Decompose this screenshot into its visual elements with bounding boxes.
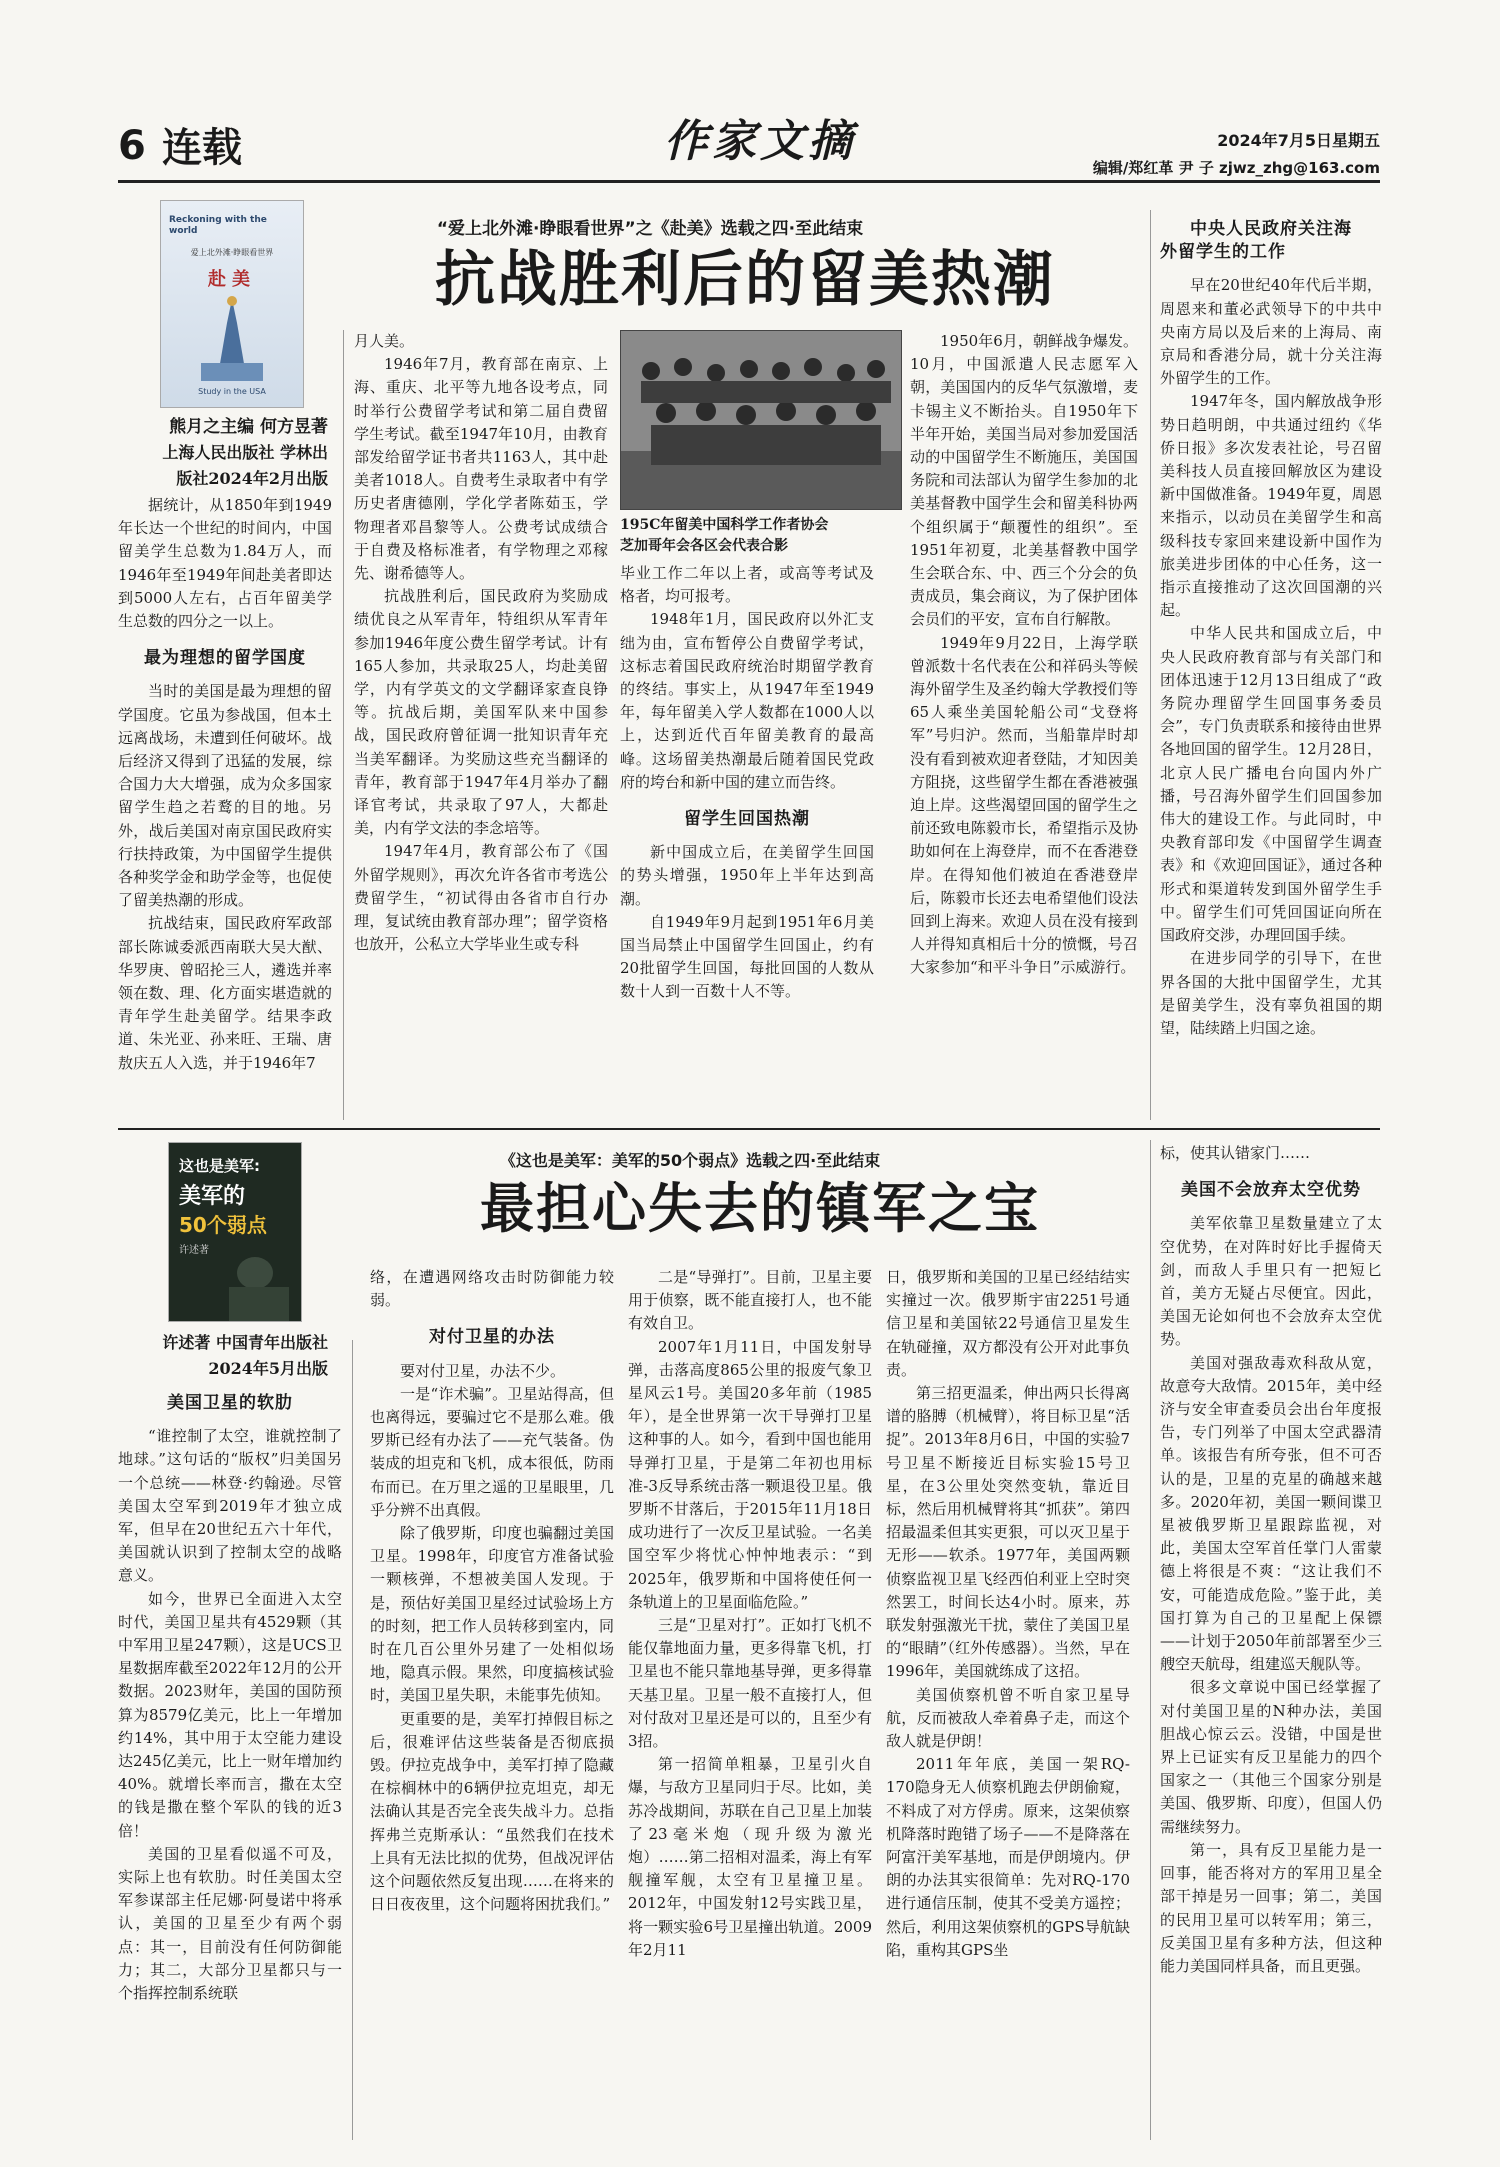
masthead-rule (118, 180, 1380, 183)
bottom-column-4 (886, 1266, 1130, 2138)
paragraph: 月人美。 (354, 332, 415, 350)
paragraph: 第三招更温柔，伸出两只长得离谱的胳膊（机械臂），将目标卫星“活捉”。2013年8月6日，中国的实验7号卫星不断接近目标实验15号卫星，在3公里处突然变轨，靠近目标，然后用机械臂将其“抓获”。第四招最温柔但其实更狠，可以灭卫星于无形——软杀。1977年，美国两颗侦察监视卫星飞经西伯利亚上空时突然罢工，时间长达4小时。原来，苏联发射强激光干扰，蒙住了美国卫星的“眼睛”（红外传感器）。当然，早在1996年，美国就练成了这招。 (886, 1384, 1130, 1681)
column-divider (352, 1340, 353, 2140)
column-divider (343, 330, 344, 1120)
paragraph: 自1949年9月起到1951年6月美国当局禁止中国留学生回国止，约有20批留学生回国，每批回国的人数从数十人到一百数十人不等。 (620, 912, 874, 1001)
subheading: 美国卫星的软肋 (167, 1393, 293, 1413)
paragraph: “谁控制了太空，谁就控制了地球。”这句话的“版权”归美国另一个总统——林登·约翰逊。尽管美国太空军到2019年才独立成军，但早在20世纪五六十年代，美国就认识到了控制太空的战略意义。 (118, 1427, 342, 1585)
paragraph: 抗战结束，国民政府军政部部长陈诚委派西南联大吴大猷、华罗庚、曾昭抡三人，遴选并率领在数、理、化方面实堪造就的青年学生赴美留学。结果李政道、朱光亚、孙来旺、王瑞、唐敖庆五人入选，并于1946年7 (118, 914, 332, 1072)
book-publisher-date: 版社2024年2月出版 (176, 469, 328, 488)
bottom-kicker: 《这也是美军：美军的50个弱点》选载之四·至此结束 (499, 1151, 881, 1170)
paragraph: 除了俄罗斯，印度也骗翻过美国卫星。1998年，印度官方准备试验一颗核弹，不想被美国人发现。于是，预估好美国卫星经过试验场上方的时刻，把工作人员转移到室内，同时在几百公里外另建了一处相似场地，隐真示假。果然，印度搞核试验时，美国卫星失职，未能事先侦知。 (370, 1524, 614, 1705)
paragraph: 1947年4月，教育部公布了《国外留学规则》，再次允许各省市考选公费留学生，“初试得由各省市自行办理，复试统由教育部办理”；留学资格也放开，公私立大学毕业生或专科 (354, 842, 608, 954)
cover-title-en: Reckoning with the world (169, 215, 267, 236)
paragraph: 日，俄罗斯和美国的卫星已经结结实实撞过一次。俄罗斯宇宙2251号通信卫星和美国铱22号通信卫星发生在轨碰撞，双方都没有公开对此事负责。 (886, 1268, 1130, 1379)
top-column-1 (118, 494, 332, 1119)
issue-date: 2024年7月5日星期五 (1217, 131, 1380, 150)
subheading-line-2: 外留学生的工作 (1160, 242, 1286, 263)
bottom-column-1 (118, 1392, 342, 2137)
paragraph: 美国的卫星看似遥不可及，实际上也有软肋。时任美国太空军参谋部主任尼娜·阿曼诺中将承认，美国的卫星至少有两个弱点：其一，目前没有任何防御能力；其二，大部分卫星都只与一个指挥控制系统联 (118, 1844, 342, 2003)
paragraph: 要对付卫星，办法不少。 (400, 1361, 566, 1380)
article-separator (118, 1128, 1380, 1130)
book-publisher: 上海人民出版社 学林出 (162, 443, 328, 462)
paragraph: 美国对强敌毒欢科敌从宽，故意夸大敌情。2015年，美中经济与安全审查委员会出台年度报告，专门列举了中国太空武器清单。该报告有所夸张，但不可否认的是，卫星的克星的确越来越多。2020年初，美国一颗间谍卫星被俄罗斯卫星跟踪监视，对此，美国太空军首任掌门人雷蒙德上将很是不爽：“这让我们不安，可能造成危险。”鉴于此，美国打算为自己的卫星配上保镖——计划于2050年前部署至少三艘空天航母，组建巡天舰队等。 (1160, 1353, 1382, 1674)
paragraph: 2011年年底，美国一架RQ-170隐身无人侦察机跑去伊朗偷窥，不料成了对方俘虏。原来，这架侦察机降落时跑错了场子——不是降落在阿富汗美军基地，而是伊朗境内。伊朗的办法其实很简单：先对RQ-170进行通信压制，使其不受美方遥控；然后，利用这架侦察机的GPS导航缺陷，重构其GPS坐 (886, 1755, 1130, 1959)
page-number: 6 (118, 123, 146, 169)
top-column-5 (1160, 212, 1382, 1120)
book-authors: 熊月之主编 何方昱著 (169, 417, 328, 437)
subheading: 留学生回国热潮 (684, 809, 810, 830)
subheading: 最为理想的留学国度 (144, 648, 306, 669)
bottom-column-3 (628, 1266, 872, 2138)
subheading: 对付卫星的办法 (429, 1327, 555, 1348)
paragraph: 毕业工作二年以上者，或高等考试及格者，均可报考。 (620, 564, 874, 606)
masthead-logo: 作家文摘 (664, 116, 856, 167)
paragraph: 一是“诈术骗”。卫星站得高，但也离得远，要骗过它不是那么难。俄罗斯已经有办法了——充气装备。伪装成的坦克和飞机，成本很低，防雨布而已。在万里之遥的卫星眼里，几乎分辨不出真假。 (370, 1384, 614, 1519)
cover-line-1: 这也是美军: (179, 1157, 260, 1175)
paragraph: 当时的美国是最为理想的留学国度。它虽为参战国，但本土远离战场，未遭到任何破坏。战后经济又得到了迅猛的发展，综合国力大大增强，成为众多国家留学生趋之若鹜的目的地。另外，战后美国对南京国民政府实行扶持政策，为中国留学生提供各种奖学金和助学金等，也促使了留美热潮的形成。 (118, 682, 332, 910)
column-divider (1150, 1140, 1151, 2140)
paragraph: 三是“卫星对打”。正如打飞机不能仅靠地面力量，更多得靠飞机，打卫星也不能只靠地基导弹，更多得靠天基卫星。卫星一般不直接打人，但对付敌对卫星还是可以的，且至少有3招。 (628, 1616, 872, 1751)
group-photo (620, 330, 902, 510)
paragraph: 二是“导弹打”。目前，卫星主要用于侦察，既不能直接打人，也不能有效自卫。 (628, 1268, 872, 1333)
photo-caption (620, 515, 910, 557)
paragraph: 在进步同学的引导下，在世界各国的大批中国留学生，尤其是留美学生，没有辜负祖国的期望，陆续踏上归国之途。 (1160, 949, 1382, 1037)
cover-line-2: 美军的 (179, 1184, 246, 1209)
paragraph: 早在20世纪40年代后半期，周恩来和董必武领导下的中共中央南方局以及后来的上海局、南京局和香港分局，就十分关注海外留学生的工作。 (1160, 276, 1382, 388)
paragraph: 1946年7月，教育部在南京、上海、重庆、北平等九地各设考点，同时举行公费留学考试和第二届自费留学生考试。截至1947年10月，由教育部发给留学证书者共1163人，其中赴美者1018人。自费考生录取者中有学历史者唐德刚，学化学者陈茹玉，学物理者邓昌黎等人。公费考试成绩合于自费及格标准者，有学物理之邓稼先、谢希德等人。 (354, 355, 608, 583)
column-divider (1150, 210, 1151, 1120)
paragraph: 2007年1月11日，中国发射导弹，击落高度865公里的报废气象卫星风云1号。美国20多年前（1985年），是全世界第一次干导弹打卫星这种事的人。如今，看到中国也能用导弹打卫星，于是第二年初也用标准-3反导系统击落一颗退役卫星。俄罗斯不甘落后，于2015年11月18日成功进行了一次反卫星试验。一名美国空军少将忧心忡忡地表示：“到2025年，俄罗斯和中国将使任何一条轨道上的卫星面临危险。” (628, 1337, 872, 1611)
cover-author: 许述著 (179, 1245, 209, 1256)
paragraph: 1950年6月，朝鲜战争爆发。10月，中国派遣人民志愿军入朝，美国国内的反华气氛激增，麦卡锡主义不断抬头。自1950年下半年开始，美国当局对参加爱国活动的中国留学生不断施压，美国国务院和司法部认为留学生参加的北美基督教中国学生会和留美科协两个组织属于“颠覆性的组织”。至1951年初夏，北美基督教中国学生会联合东、中、西三个分会的负责成员，集会商议，为了保护团体会员们的平安，宣布自行解散。 (910, 332, 1138, 629)
bottom-column-2 (370, 1266, 614, 2138)
paragraph: 美军依靠卫星数量建立了太空优势，在对阵时好比手握倚天剑，而敌人手里只有一把短匕首，美方无疑占尽便宜。因此，美国无论如何也不会放弃太空优势。 (1160, 1214, 1382, 1349)
paragraph: 1947年冬，国内解放战争形势日趋明朗，中共通过纽约《华侨日报》多次发表社论，号召留美科技人员直接回解放区为建设新中国做准备。1949年夏，周恩来指示，以动员在美留学生和高级科技专家回来建设新中国作为旅美进步团体的中心任务，这一指示直接推动了这次回国潮的兴起。 (1160, 392, 1382, 620)
paragraph: 1949年9月22日，上海学联曾派数十名代表在公和祥码头等候海外留学生及圣约翰大学教授们等65人乘坐美国轮船公司“戈登将军”号归沪。然而，当船靠岸时却没有看到被欢迎者登陆，才知因美方阻挠，这些留学生都在香港被强迫上岸。这些渴望回国的留学生之前还致电陈毅市长，希望指示及协助如何在上海登岸，而不在香港登岸。在得知他们被迫在香港登岸后，陈毅市长还去电希望他们设法回到上海来。欢迎人员在没有接到人并得知真相后十分的愤慨，号召大家参加“和平斗争日”示威游行。 (910, 633, 1138, 977)
subheading: 美国不会放弃太空优势 (1181, 1180, 1361, 1201)
book-cover-fumei (160, 200, 304, 408)
paragraph: 据统计，从1850年到1949年长达一个世纪的时间内，中国留美学生总数为1.84万人，而1946年至1949年间赴美者即达到5000人左右，占百年留美学生总数的四分之一以上。 (118, 496, 332, 631)
top-column-4 (910, 330, 1138, 1120)
subheading-line-1: 中央人民政府关注海 (1190, 219, 1352, 239)
cover-line-3: 50个弱点 (179, 1213, 267, 1237)
group-photo-figures (621, 331, 901, 509)
paragraph: 1948年1月，国民政府以外汇支绌为由，宣布暂停公自费留学考试，这标志着国民政府统治时期留学教育的终结。事实上，从1947年至1949年，每年留美入学人数都在1000人以上，达到近代百年留美教育的最高峰。这场留美热潮最后随着国民党政府的垮台和新中国的建立而告终。 (620, 610, 874, 791)
top-column-3 (620, 562, 874, 1120)
top-headline: 抗战胜利后的留美热潮 (435, 245, 1055, 315)
paragraph: 美国侦察机曾不听自家卫星导航，反而被敌人牵着鼻子走，而这个敌人就是伊朗！ (886, 1685, 1130, 1751)
book-publish-date: 2024年5月出版 (208, 1359, 328, 1378)
photo-caption-line-2: 芝加哥年会各区会代表合影 (620, 538, 788, 554)
cover-title: 赴美 (208, 269, 256, 290)
bottom-column-5 (1160, 1142, 1382, 2138)
book-authors-publisher: 许述著 中国青年出版社 (162, 1333, 328, 1352)
paragraph: 第一，具有反卫星能力是一回事，能否将对方的军用卫星全部干掉是另一回事；第二，美国的民用卫星可以转军用；第三，反美国卫星有多种方法，但这种能力美国同样具备，而且更强。 (1160, 1840, 1382, 1975)
paragraph: 如今，世界已全面进入太空时代，美国卫星共有4529颗（其中军用卫星247颗），这是UCS卫星数据库截至2022年12月的公开数据。2023财年，美国的国防预算为8579亿美元，比上一年增加约14%，其中用于太空能力建设达245亿美元，比上一财年增加约40%。就增长率而言，撒在太空的钱是撒在整个军队的钱的近3倍！ (118, 1589, 342, 1840)
paragraph: 很多文章说中国已经掌握了对付美国卫星的N种办法，美国胆战心惊云云。没错，中国是世界上已证实有反卫星能力的四个国家之一（其他三个国家分别是美国、俄罗斯、印度），但国人仍需继续努力。 (1160, 1678, 1382, 1836)
paragraph: 中华人民共和国成立后，中央人民政府教育部与有关部门和团体迅速于12月13日组成了“政务院办理留学生回国事务委员会”，专门负责联系和接待由世界各地回国的留学生。12月28日，北京人民广播电台向国内外广播，号召海外留学生们回国参加伟大的建设工作。与此同时，中央教育部印发《中国留学生调查表》和《欢迎回国证》，通过各种形式和渠道转发到国外留学生手中。留学生们可凭回国证向所在国政府交涉，办理回国手续。 (1160, 624, 1382, 945)
paragraph: 新中国成立后，在美留学生回国的势头增强，1950年上半年达到高潮。 (620, 843, 874, 908)
top-column-2 (354, 330, 608, 1120)
photo-caption-line-1: 195C年留美中国科学工作者协会 (620, 517, 829, 533)
soldier-silhouette-illustration (169, 1243, 301, 1322)
bottom-headline: 最担心失去的镇军之宝 (480, 1176, 1040, 1240)
top-kicker: “爱上北外滩·睁眼看世界”之《赴美》选载之四·至此结束 (436, 219, 864, 239)
paragraph: 更重要的是，美军打掉假目标之后，很难评估这些装备是否彻底损毁。伊拉克战争中，美军打掉了隐藏在棕榈林中的6辆伊拉克坦克，却无法确认其是否完全丧失战斗力。总指挥弗兰克斯承认：“虽然我们在技术上具有无法比拟的优势，但战况评估这个问题依然反复出现……在将来的日日夜夜里，这个问题将困扰我们。” (370, 1709, 614, 1914)
statue-of-liberty-illustration (161, 293, 303, 383)
cover-subtitle: 爱上北外滩·睁眼看世界 (190, 248, 274, 257)
editors-line: 编辑/郑红革 尹 子 zjwz_zhg@163.com (1092, 159, 1380, 177)
paragraph: 标，使其认错家门…… (1160, 1144, 1311, 1162)
section-title: 连载 (162, 125, 242, 171)
book-cover-us-army (168, 1142, 302, 1322)
book-info-bottom (118, 1330, 328, 1382)
paragraph: 抗战胜利后，国民政府为奖励成绩优良之从军青年，特组织从军青年参加1946年度公费生留学考试。计有165人参加，共录取25人，均赴美留学，内有学英文的文学翻译家查良铮等。抗战后期，美国军队来中国参战，国民政府曾征调一批知识青年充当美军翻译。为奖励这些充当翻译的青年，教育部于1947年4月举办了翻译官考试，共录取了97人，大都赴美，内有学文法的李念培等。 (354, 587, 608, 838)
paragraph: 络，在遭遇网络攻击时防御能力较弱。 (370, 1268, 614, 1310)
cover-bottom-text: Study in the USA (198, 387, 266, 396)
paragraph: 第一招简单粗暴，卫星引火自爆，与敌方卫星同归于尽。比如，美苏冷战期间，苏联在自己卫星上加装了23毫米炮（现升级为激光炮）……第二招相对温柔，海上有军舰撞军舰，太空有卫星撞卫星。2012年，中国发射12号实践卫星，将一颗实验6号卫星撞出轨道。2009年2月11 (628, 1755, 872, 1959)
book-info-top (118, 414, 328, 492)
